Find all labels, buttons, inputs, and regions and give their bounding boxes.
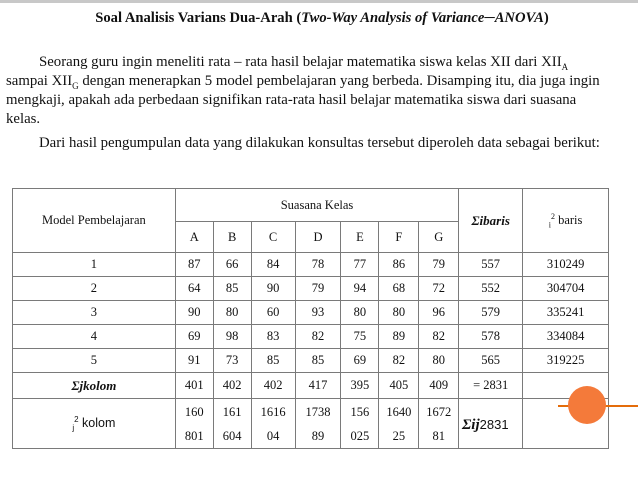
row-sq: 335241 xyxy=(523,301,609,325)
table-cell: 64 xyxy=(175,277,213,301)
sum-kolom-cell: 405 xyxy=(379,373,419,399)
table-cell: 69 xyxy=(175,325,213,349)
table-cell: 60 xyxy=(251,301,295,325)
sum-kolom-cell: 402 xyxy=(251,373,295,399)
row-sq: 310249 xyxy=(523,253,609,277)
table-cell: 75 xyxy=(341,325,379,349)
table-row xyxy=(13,301,609,325)
row-sum: 579 xyxy=(459,301,523,325)
table-cell: 77 xyxy=(341,253,379,277)
sq-kolom-row xyxy=(13,399,609,449)
row-model: 5 xyxy=(13,349,176,373)
sum-kolom-cell: 402 xyxy=(213,373,251,399)
header-suasana-kelas: Suasana Kelas xyxy=(175,189,458,222)
sum-kolom-row xyxy=(13,373,609,399)
table-cell: 80 xyxy=(213,301,251,325)
table-cell: 90 xyxy=(251,277,295,301)
col-header: G xyxy=(419,222,459,253)
row-model: 3 xyxy=(13,301,176,325)
sq-kolom-cell: 160 801 xyxy=(175,399,213,449)
sq-kolom-cell: 1640 25 xyxy=(379,399,419,449)
table-cell: 82 xyxy=(419,325,459,349)
sum-kolom-cell: 417 xyxy=(295,373,341,399)
table-cell: 66 xyxy=(213,253,251,277)
table-row xyxy=(13,325,609,349)
table-cell: 82 xyxy=(295,325,341,349)
col-header: F xyxy=(379,222,419,253)
table-cell: 78 xyxy=(295,253,341,277)
table-cell: 68 xyxy=(379,277,419,301)
table-cell: 94 xyxy=(341,277,379,301)
table-cell: 79 xyxy=(419,253,459,277)
table-cell: 86 xyxy=(379,253,419,277)
row-sq: 334084 xyxy=(523,325,609,349)
table-cell: 83 xyxy=(251,325,295,349)
col-header: C xyxy=(251,222,295,253)
paragraph-intro: Seorang guru ingin meneliti rata – rata hasil belajar matematika siswa kelas XII dari $XII_A$ sampai $XII_G$ dengan menerapkan 5 model pembelajaran yang berbeda. Disamping itu, dia juga ingin mengkaji, apakah ada perbedaan signifikan rata-rata hasil belajar matematika siswa dari suasana kelas. xyxy=(6,54,600,127)
sum-kolom-label: Σjkolom xyxy=(13,373,176,399)
table-cell: 85 xyxy=(295,349,341,373)
row-sum: 565 xyxy=(459,349,523,373)
row-sq: 304704 xyxy=(523,277,609,301)
table-cell: 82 xyxy=(379,349,419,373)
page-title: Soal Analisis Varians Dua-Arah (Two-Way Analysis of Variance─ANOVA) xyxy=(95,10,549,26)
table-cell: 90 xyxy=(175,301,213,325)
table-cell: 93 xyxy=(295,301,341,325)
sq-kolom-cell: 1738 89 xyxy=(295,399,341,449)
table-cell: 87 xyxy=(175,253,213,277)
sum-kolom-cell: 409 xyxy=(419,373,459,399)
table-cell: 69 xyxy=(341,349,379,373)
total-overlay: Σij2831 xyxy=(462,417,509,433)
sq-kolom-cell: 156 025 xyxy=(341,399,379,449)
header-sq-baris: $_i^2$ baris xyxy=(523,189,609,253)
row-model: 1 xyxy=(13,253,176,277)
row-sq: 319225 xyxy=(523,349,609,373)
table-cell: 96 xyxy=(419,301,459,325)
total-sum: = 2831 xyxy=(459,373,523,399)
sum-kolom-cell: 395 xyxy=(341,373,379,399)
row-model: 2 xyxy=(13,277,176,301)
table-cell: 80 xyxy=(419,349,459,373)
table-cell: 79 xyxy=(295,277,341,301)
decorative-circle xyxy=(568,386,606,424)
table-cell: 84 xyxy=(251,253,295,277)
table-cell: 98 xyxy=(213,325,251,349)
sq-kolom-cell: 161 604 xyxy=(213,399,251,449)
row-model: 4 xyxy=(13,325,176,349)
data-table xyxy=(12,188,609,449)
row-sum: 552 xyxy=(459,277,523,301)
sum-kolom-cell: 401 xyxy=(175,373,213,399)
header-sum-baris: Σibaris xyxy=(459,189,523,253)
table-cell: 80 xyxy=(379,301,419,325)
col-header: B xyxy=(213,222,251,253)
sq-kolom-label: $_j^2$ kolom xyxy=(13,399,176,449)
row-sum: 557 xyxy=(459,253,523,277)
col-header: D xyxy=(295,222,341,253)
table-cell: 85 xyxy=(213,277,251,301)
paragraph-data-intro: Dari hasil pengumpulan data yang dilakukan konsultas tersebut diperoleh data sebagai berikut: xyxy=(39,135,600,151)
col-header: E xyxy=(341,222,379,253)
table-cell: 72 xyxy=(419,277,459,301)
sq-kolom-cell: 1616 04 xyxy=(251,399,295,449)
table-row xyxy=(13,253,609,277)
table-cell: 85 xyxy=(251,349,295,373)
table-cell: 73 xyxy=(213,349,251,373)
row-sum: 578 xyxy=(459,325,523,349)
table-row xyxy=(13,349,609,373)
top-bar xyxy=(0,0,638,3)
table-cell: 89 xyxy=(379,325,419,349)
col-header: A xyxy=(175,222,213,253)
table-row xyxy=(13,277,609,301)
header-model: Model Pembelajaran xyxy=(13,189,176,253)
table-cell: 80 xyxy=(341,301,379,325)
table-cell: 91 xyxy=(175,349,213,373)
sq-kolom-cell: 1672 81 xyxy=(419,399,459,449)
